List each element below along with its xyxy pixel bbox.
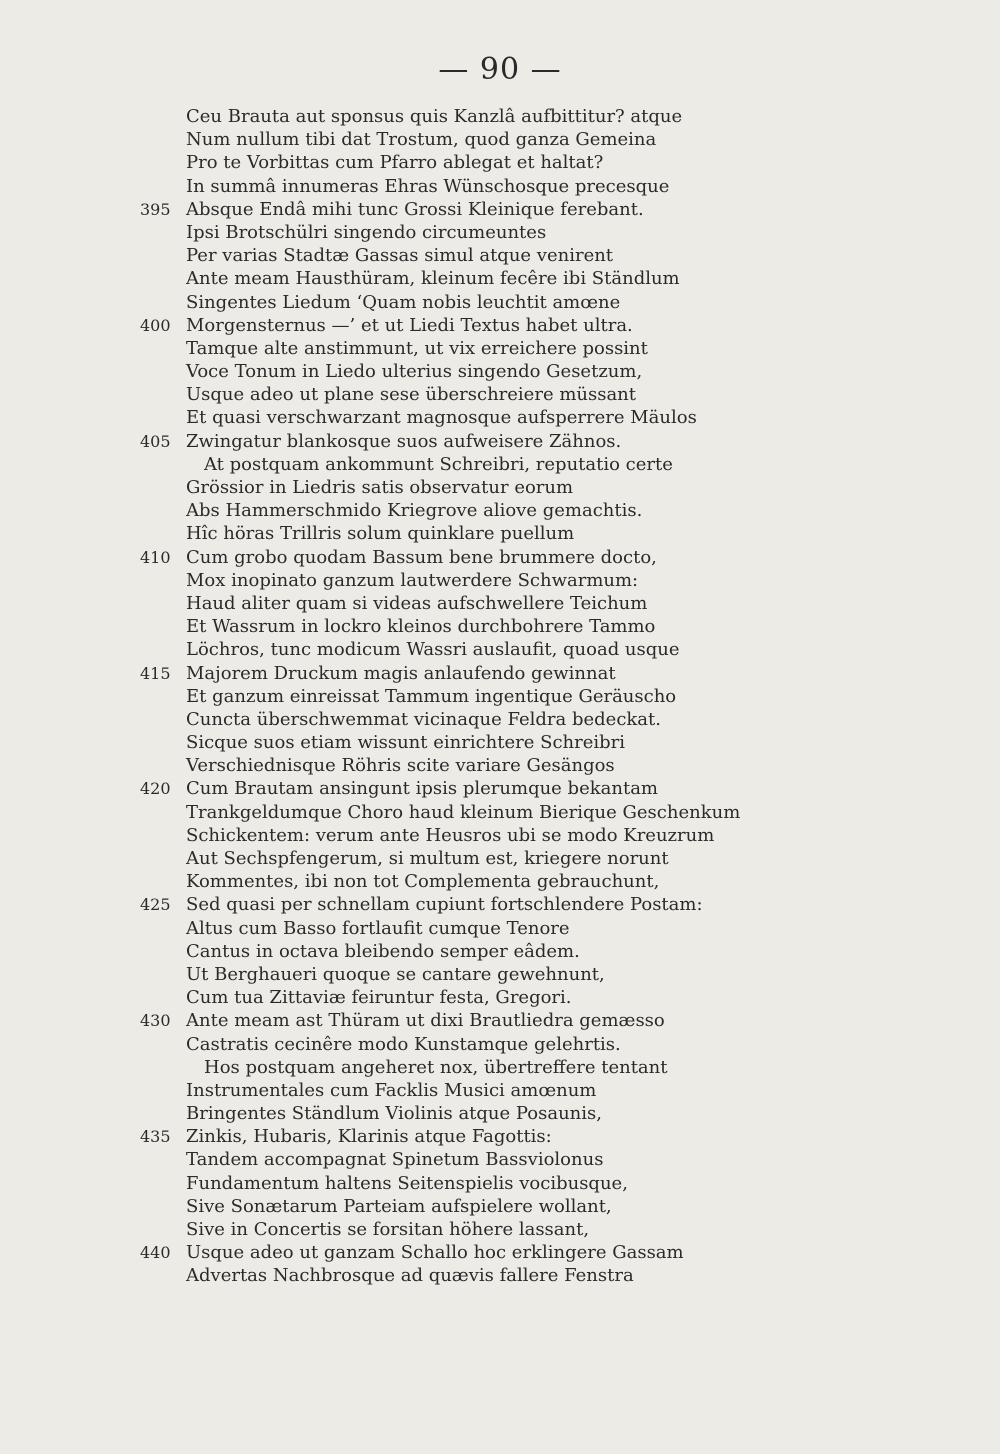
verse-line bbox=[140, 360, 980, 383]
verse-text: Castratis cecinêre modo Kunstamque gelehrtis. bbox=[186, 1033, 621, 1055]
line-number: 405 bbox=[140, 431, 171, 451]
verse-text: Cum tua Zittaviæ feiruntur festa, Gregori. bbox=[186, 987, 572, 1009]
verse-text: Per varias Stadtæ Gassas simul atque venirent bbox=[186, 245, 614, 267]
verse-line bbox=[140, 1172, 980, 1195]
verse-line bbox=[140, 337, 980, 360]
poem-text bbox=[140, 105, 980, 1288]
verse-text: Voce Tonum in Liedo ulterius singendo Gesetzum, bbox=[186, 361, 643, 383]
verse-line bbox=[140, 1264, 980, 1287]
verse-text: Usque adeo ut ganzam Schallo hoc erklingere Gassam bbox=[186, 1242, 684, 1264]
verse-line bbox=[140, 314, 980, 337]
verse-line bbox=[140, 221, 980, 244]
verse-line bbox=[140, 870, 980, 893]
verse-text: Singentes Liedum ‘Quam nobis leuchtit amœne bbox=[186, 291, 621, 313]
verse-text: Pro te Vorbittas cum Pfarro ablegat et haltat? bbox=[186, 152, 604, 174]
verse-line bbox=[140, 638, 980, 661]
verse-line bbox=[140, 940, 980, 963]
verse-text: Et ganzum einreissat Tammum ingentique Geräuscho bbox=[186, 685, 677, 707]
verse-text: In summâ innumeras Ehras Wünschosque precesque bbox=[186, 175, 670, 197]
verse-line bbox=[140, 1102, 980, 1125]
verse-line bbox=[140, 777, 980, 800]
verse-text: Zwingatur blankosque suos aufweisere Zähnos. bbox=[186, 430, 622, 452]
verse-text: Fundamentum haltens Seitenspielis vocibusque, bbox=[186, 1172, 628, 1194]
verse-text: Num nullum tibi dat Trostum, quod ganza Gemeina bbox=[186, 129, 657, 151]
verse-text: Cum Brautam ansingunt ipsis plerumque bekantam bbox=[186, 778, 658, 800]
verse-text: Instrumentales cum Facklis Musici amœnum bbox=[186, 1079, 597, 1101]
verse-line bbox=[140, 824, 980, 847]
line-number: 430 bbox=[140, 1011, 171, 1031]
verse-line bbox=[140, 1195, 980, 1218]
verse-text: Hos postquam angeheret nox, übertreffere tentant bbox=[204, 1056, 668, 1078]
verse-line bbox=[140, 128, 980, 151]
verse-text: Schickentem: verum ante Heusros ubi se modo Kreuzrum bbox=[186, 824, 715, 846]
verse-line bbox=[140, 522, 980, 545]
verse-text: Tandem accompagnat Spinetum Bassviolonus bbox=[186, 1149, 604, 1171]
verse-text: Cuncta überschwemmat vicinaque Feldra bedeckat. bbox=[186, 708, 661, 730]
verse-line bbox=[140, 569, 980, 592]
verse-line bbox=[140, 430, 980, 453]
verse-text: Et Wassrum in lockro kleinos durchbohrere Tammo bbox=[186, 616, 656, 638]
verse-line bbox=[140, 1218, 980, 1241]
verse-text: Ut Berghaueri quoque se cantare gewehnunt, bbox=[186, 963, 605, 985]
verse-line bbox=[140, 1148, 980, 1171]
verse-line bbox=[140, 1241, 980, 1264]
verse-line bbox=[140, 847, 980, 870]
verse-line bbox=[140, 893, 980, 916]
verse-text: Aut Sechspfengerum, si multum est, kriegere norunt bbox=[186, 848, 669, 869]
line-number: 415 bbox=[140, 663, 171, 683]
verse-text: Löchros, tunc modicum Wassri auslaufit, quoad usque bbox=[186, 639, 680, 661]
verse-line bbox=[140, 801, 980, 824]
verse-line bbox=[140, 1009, 980, 1032]
verse-line bbox=[140, 708, 980, 731]
verse-line bbox=[140, 499, 980, 522]
verse-line bbox=[140, 244, 980, 267]
verse-text: Ante meam ast Thüram ut dixi Brautliedra gemæsso bbox=[186, 1010, 665, 1032]
verse-line bbox=[140, 291, 980, 314]
verse-line bbox=[140, 615, 980, 638]
verse-line bbox=[140, 592, 980, 615]
line-number: 400 bbox=[140, 315, 171, 335]
verse-line bbox=[140, 685, 980, 708]
line-number: 410 bbox=[140, 547, 171, 567]
line-number: 435 bbox=[140, 1127, 171, 1147]
verse-text: Zinkis, Hubaris, Klarinis atque Fagottis: bbox=[186, 1126, 552, 1148]
verse-line bbox=[140, 383, 980, 406]
verse-text: Trankgeldumque Choro haud kleinum Bierique Geschenkum bbox=[186, 801, 741, 823]
verse-line bbox=[140, 1125, 980, 1148]
verse-line bbox=[140, 917, 980, 940]
verse-line bbox=[140, 105, 980, 128]
verse-line bbox=[140, 986, 980, 1009]
verse-line bbox=[140, 406, 980, 429]
verse-text: Sive Sonætarum Parteiam aufspielere wollant, bbox=[186, 1195, 612, 1217]
line-number: 420 bbox=[140, 779, 171, 799]
verse-text: Kommentes, ibi non tot Complementa gebrauchunt, bbox=[186, 871, 660, 893]
verse-text: Ceu Brauta aut sponsus quis Kanzlâ aufbittitur? atque bbox=[186, 106, 683, 127]
verse-text: Verschiednisque Röhris scite variare Gesängos bbox=[186, 755, 615, 777]
verse-text: Cantus in octava bleibendo semper eâdem. bbox=[186, 940, 580, 962]
verse-text: Haud aliter quam si videas aufschwellere Teichum bbox=[186, 592, 648, 614]
verse-line bbox=[140, 175, 980, 198]
verse-text: Grössior in Liedris satis observatur eorum bbox=[186, 477, 574, 498]
verse-text: Sed quasi per schnellam cupiunt fortschlendere Postam: bbox=[186, 894, 703, 916]
verse-text: Morgensternus —’ et ut Liedi Textus habet ultra. bbox=[186, 314, 633, 336]
verse-text: Ante meam Hausthüram, kleinum fecêre ibi Ständlum bbox=[186, 268, 680, 290]
verse-line bbox=[140, 1033, 980, 1056]
verse-line bbox=[140, 754, 980, 777]
verse-text: Ipsi Brotschülri singendo circumeuntes bbox=[186, 221, 547, 243]
verse-line bbox=[140, 151, 980, 174]
verse-text: Majorem Druckum magis anlaufendo gewinnat bbox=[186, 662, 616, 684]
verse-text: Sicque suos etiam wissunt einrichtere Schreibri bbox=[186, 732, 626, 754]
verse-text: Mox inopinato ganzum lautwerdere Schwarmum: bbox=[186, 569, 639, 591]
verse-text: Cum grobo quodam Bassum bene brummere docto, bbox=[186, 546, 657, 568]
line-number: 425 bbox=[140, 895, 171, 915]
verse-text: Tamque alte anstimmunt, ut vix erreichere possint bbox=[186, 337, 648, 359]
verse-text: Hîc höras Trillris solum quinklare puellum bbox=[186, 523, 575, 545]
verse-line bbox=[140, 1056, 980, 1079]
verse-text: Usque adeo ut plane sese überschreiere müssant bbox=[186, 384, 637, 406]
verse-line bbox=[140, 546, 980, 569]
verse-text: Sive in Concertis se forsitan höhere lassant, bbox=[186, 1219, 590, 1240]
verse-line bbox=[140, 476, 980, 499]
verse-text: At postquam ankommunt Schreibri, reputatio certe bbox=[204, 453, 673, 475]
page-number: — 90 — bbox=[438, 52, 562, 87]
verse-text: Absque Endâ mihi tunc Grossi Kleinique ferebant. bbox=[186, 198, 644, 220]
verse-line bbox=[140, 267, 980, 290]
verse-line bbox=[140, 198, 980, 221]
verse-text: Bringentes Ständlum Violinis atque Posaunis, bbox=[186, 1103, 602, 1125]
line-number: 395 bbox=[140, 199, 171, 219]
verse-text: Et quasi verschwarzant magnosque aufsperrere Mäulos bbox=[186, 407, 697, 429]
verse-line bbox=[140, 1079, 980, 1102]
line-number: 440 bbox=[140, 1243, 171, 1263]
verse-line bbox=[140, 731, 980, 754]
verse-text: Abs Hammerschmido Kriegrove aliove gemachtis. bbox=[186, 500, 643, 522]
verse-line bbox=[140, 453, 980, 476]
verse-line bbox=[140, 662, 980, 685]
verse-text: Altus cum Basso fortlaufit cumque Tenore bbox=[186, 917, 570, 939]
verse-text: Advertas Nachbrosque ad quævis fallere Fenstra bbox=[186, 1265, 634, 1287]
verse-line bbox=[140, 963, 980, 986]
